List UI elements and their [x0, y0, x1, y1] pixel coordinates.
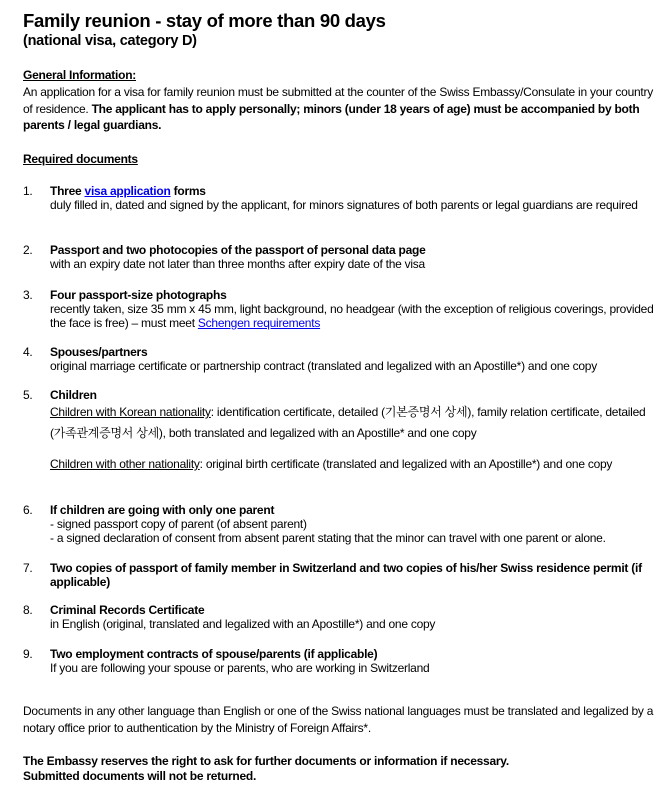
korean-children-text: : identification certificate, detailed (기본증명서 상세), family relation certificate, detailed (가족관계증명서 상세), both translated and legalized with an Apostille* and one copy [50, 405, 646, 440]
item-desc: in English (original, translated and legalized with an Apostille*) and one copy [50, 617, 436, 631]
item-title: Four passport-size photographs [50, 288, 227, 302]
item-number: 8. [23, 603, 33, 617]
other-children-label: Children with other nationality [50, 457, 200, 471]
reserve-note: The Embassy reserves the right to ask for further documents or information if necessary. [23, 754, 509, 768]
item-title: If children are going with only one parent [50, 503, 275, 517]
item-number: 9. [23, 647, 33, 661]
general-text-bold: The applicant has to apply personally; minors (under 18 years of age) must be accompanied by both parents / legal guardians. [23, 101, 640, 132]
item-title: Two copies of passport of family member in Switzerland and two copies of his/her Swiss residence permit (if applicable) [50, 561, 642, 589]
item-number: 5. [23, 388, 33, 402]
visa-application-link[interactable]: visa application [84, 184, 171, 198]
item-number: 6. [23, 503, 33, 517]
list-item-2 [23, 243, 661, 271]
list-item-1 [23, 184, 661, 212]
page-subtitle: (national visa, category D) [23, 33, 197, 49]
item-desc-line: - a signed declaration of consent from absent parent stating that the minor can travel with one parent or alone. [50, 531, 606, 545]
item-number: 7. [23, 561, 33, 575]
item-desc: with an expiry date not later than three months after expiry date of the visa [50, 257, 425, 271]
item-title: Spouses/partners [50, 345, 148, 359]
item-title: Two employment contracts of spouse/parents (if applicable) [50, 647, 378, 661]
list-item-9 [23, 647, 661, 675]
required-heading: Required documents [23, 152, 138, 166]
general-text-plain: An application for a visa for family reunion must be submitted at the counter of the Swiss Embassy/Consulate in your country of residence. [23, 85, 653, 116]
item-title: Three [50, 184, 85, 198]
schengen-requirements-link[interactable]: Schengen requirements [197, 316, 321, 330]
item-number: 4. [23, 345, 33, 359]
item-title: Criminal Records Certificate [50, 603, 205, 617]
languages-note: Documents in any other language than English or one of the Swiss national languages must be translated and legalized by a notary office prior to authentication by the Ministry of Foreign Affairs*. [23, 704, 654, 735]
korean-children-label: Children with Korean nationality [50, 405, 211, 419]
general-heading: General Information: [23, 68, 137, 82]
return-note: Submitted documents will not be returned. [23, 769, 257, 783]
list-item-4 [23, 345, 661, 373]
item-title-end: forms [170, 184, 206, 198]
list-item-8 [23, 603, 661, 631]
list-item-5 [23, 388, 661, 471]
item-desc: original marriage certificate or partnership contract (translated and legalized with an Apostille*) and one copy [50, 359, 597, 373]
item-desc-line: - signed passport copy of parent (of absent parent) [50, 517, 307, 531]
list-item-7 [23, 561, 661, 589]
item-desc: duly filled in, dated and signed by the applicant, for minors signatures of both parents or legal guardians are required [50, 198, 638, 212]
item-title: Children [50, 388, 97, 402]
item-number: 1. [23, 184, 33, 198]
general-text [23, 84, 659, 134]
page-title: Family reunion - stay of more than 90 days [23, 10, 386, 31]
item-desc: If you are following your spouse or parents, who are working in Switzerland [50, 661, 430, 675]
item-number: 2. [23, 243, 33, 257]
list-item-6 [23, 503, 661, 545]
item-number: 3. [23, 288, 33, 302]
item-desc: recently taken, size 35 mm x 45 mm, light background, no headgear (with the exception of religious coverings, provided the face is free) – must meet [50, 302, 654, 330]
item-title: Passport and two photocopies of the passport of personal data page [50, 243, 426, 257]
list-item-3 [23, 288, 661, 330]
other-children-text: : original birth certificate (translated and legalized with an Apostille*) and one copy [199, 457, 613, 471]
